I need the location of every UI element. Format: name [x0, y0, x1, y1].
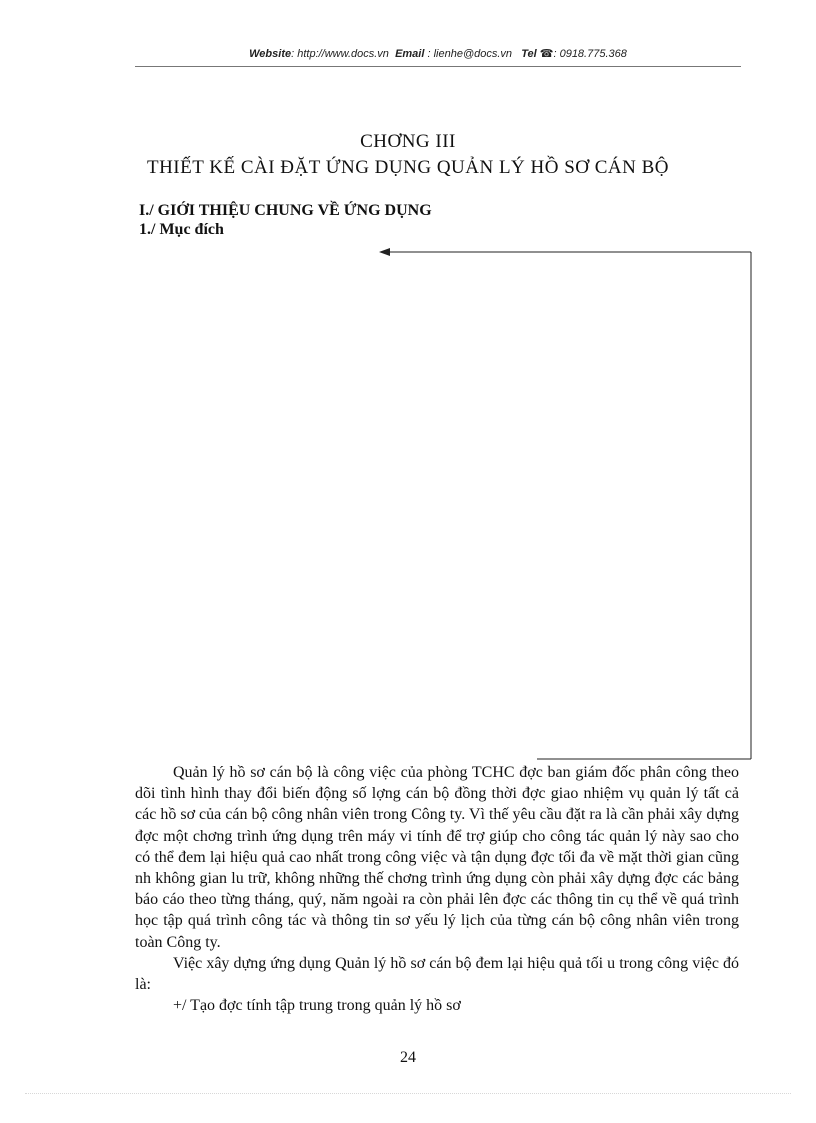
bullet-item: +/ Tạo đợc tính tập trung trong quản lý hồ sơ: [173, 997, 461, 1015]
email-label: Email: [395, 48, 425, 60]
tel-label: Tel: [521, 48, 537, 60]
section-heading: I./ GIỚI THIỆU CHUNG VỀ ỨNG DỤNG: [139, 202, 432, 219]
paragraph: Quản lý hồ sơ cán bộ là công việc của phòng TCHC đợc ban giám đốc phân công theo dõi tình hình thay đổi biến động số lợng cán bộ đồng thời đợc giao nhiệm vụ quản lý tất cả các hồ sơ của cán bộ công nhân viên trong Công ty. Vì thế yêu cầu đặt ra là cần phải xây dựng đợc một chơng trình ứng dụng trên máy vi tính để trợ giúp cho công tác quản lý này sao cho có thể đem lại hiệu quả cao nhất trong công việc và tận dụng đợc tối đa về mặt thời gian cũng nh không gian lu trữ, không những thế chơng trình ứng dụng còn phải xây dựng đợc các bảng báo cáo theo từng tháng, quý, năm ngoài ra còn phải lên đợc các thông tin cụ thể về quá trình học tập quá trình công tác và thông tin sơ yếu lý lịch của từng cán bộ công nhân viên trong toàn Công ty.: [135, 764, 739, 951]
arrow-head-icon: [379, 248, 390, 256]
paragraph: Việc xây dựng ứng dụng Quản lý hồ sơ cán bộ đem lại hiệu quả tối u trong công việc đó là:: [135, 954, 739, 994]
phone-icon: ☎: [539, 48, 554, 60]
website-label: Website: [249, 48, 292, 60]
chapter-title: THIẾT KẾ CÀI ĐẶT ỨNG DỤNG QUẢN LÝ HỒ SƠ CÁN BỘ: [146, 157, 670, 178]
tel-value: : 0918.775.368: [553, 48, 627, 60]
email-value: : lienhe@docs.vn: [424, 48, 513, 60]
footer-divider: [25, 1093, 791, 1094]
subsection-heading: 1./ Mục đích: [139, 221, 224, 238]
page-number: 24: [400, 1049, 416, 1066]
chapter-number: CHƠNG III: [360, 131, 456, 152]
website-value: : http://www.docs.vn: [291, 48, 389, 60]
body-text: [135, 762, 739, 1016]
